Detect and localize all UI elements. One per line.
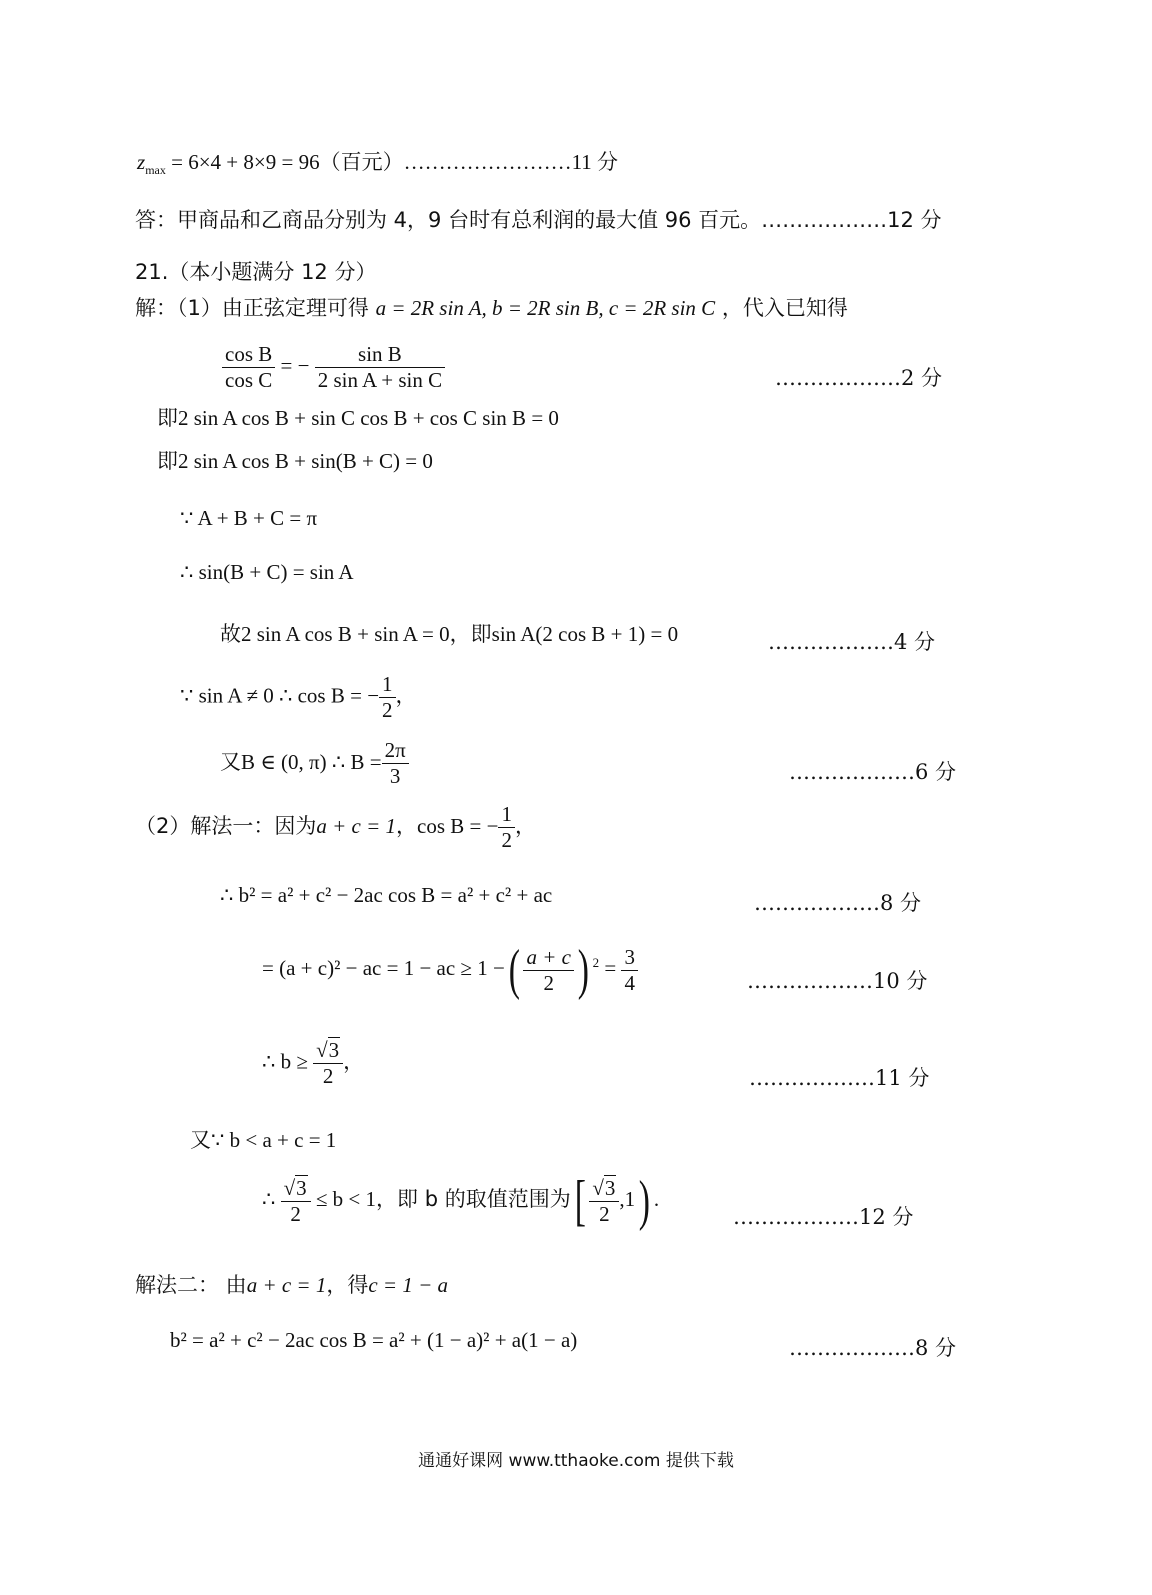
- fraction-sqrt3-2-c: $\frac{√3}{2}$: [589, 1178, 619, 1225]
- therefore-line: ∴ sin(B + C) = sin A: [180, 560, 354, 584]
- paren-left: (: [508, 939, 520, 1001]
- score-2: ………………2 分: [775, 366, 943, 390]
- zmax-expression: = 6×4 + 8×9 = 96: [165, 150, 320, 174]
- range-line: ∴ $\frac{√3}{2}$ ≤ b < 1，即 b 的取值范围为[ $\frac{√3}{2}$ ,1) .: [262, 1170, 660, 1232]
- score-6: ………………6 分: [789, 760, 957, 784]
- equation-2: 即2 sin A cos B + sin C cos B + cos C sin B = 0: [157, 406, 559, 430]
- score-11: ………………11 分: [749, 1066, 930, 1090]
- fraction-cosB-cosC: $\frac{\text{cos B}}{\text{cos C}}$: [222, 344, 275, 391]
- paren-right-range: ): [638, 1170, 651, 1232]
- fraction-sinB: $\frac{\text{sin B}}{\text{2 sin A + sin C}}$: [315, 344, 445, 391]
- cosB-line: ∵ sin A ≠ 0 ∴ cos B = − $\frac{1}{2}$ ，: [180, 672, 417, 722]
- solution-intro-tail: ，代入已知得: [721, 296, 848, 320]
- sine-law-expression: a = 2R sin A, b = 2R sin B, c = 2R sin C: [375, 296, 716, 320]
- zmax-symbol: z: [137, 150, 146, 174]
- B-value-line: 又B ∈ (0, π) ∴ B = $\frac{2\pi}{3}$: [220, 740, 409, 787]
- fraction-a-plus-c-over-2: $\frac{a + c}{2}$: [523, 947, 574, 994]
- solution-intro-text: 解：（1）由正弦定理可得: [135, 296, 369, 320]
- answer-line: 答：甲商品和乙商品分别为 4，9 台时有总利润的最大值 96 百元。………………12 分: [135, 208, 942, 232]
- sqrt-icon: √: [592, 1175, 604, 1200]
- score-10: ………………10 分: [747, 969, 928, 993]
- zmax-subscript: max: [145, 163, 166, 178]
- footer-source: 通通好课网 www.tthaoke.com 提供下载: [418, 1451, 734, 1471]
- b-squared-line: ∴ b² = a² + c² − 2ac cos B = a² + c² + ac: [220, 883, 553, 907]
- method-2-intro: 解法二： 由a + c = 1，得c = 1 − a: [135, 1273, 449, 1297]
- score-4: ………………4 分: [768, 630, 936, 654]
- fraction-sqrt3-2: $\frac{√3}{2}$: [313, 1040, 343, 1087]
- part-2-intro: （2）解法一：因为a + c = 1，cos B = − $\frac{1}{2}$ ，: [135, 802, 536, 852]
- fraction-2pi-3: $\frac{2\pi}{3}$: [382, 740, 409, 787]
- fraction-3-4: $\frac{3}{4}$: [621, 947, 638, 994]
- fraction-half: $\frac{1}{2}$: [379, 674, 396, 721]
- b-lt-line: 又∵ b < a + c = 1: [190, 1128, 337, 1152]
- sqrt-icon: √: [283, 1175, 296, 1200]
- paren-right: ): [577, 939, 589, 1001]
- method-2-b-squared: b² = a² + c² − 2ac cos B = a² + (1 − a)² + a(1 − a): [170, 1328, 578, 1352]
- zmax-score: ……………………11 分: [403, 150, 619, 174]
- bracket-left: [: [574, 1170, 586, 1232]
- question-21-header: 21.（本小题满分 12 分）: [135, 260, 377, 284]
- fraction-sqrt3-2-b: $\frac{√3}{2}$: [281, 1178, 311, 1225]
- zmax-line: [137, 152, 618, 176]
- b-ge-line: ∴ b ≥ $\frac{√3}{2}$ ，: [262, 1038, 365, 1088]
- sqrt-icon: √: [316, 1038, 328, 1062]
- zmax-unit: （百元）: [319, 150, 404, 174]
- score-12: ………………12 分: [733, 1205, 914, 1229]
- score-8: ………………8 分: [754, 891, 922, 915]
- score-8-method2: ………………8 分: [789, 1336, 957, 1360]
- equation-3: 即2 sin A cos B + sin(B + C) = 0: [157, 449, 433, 473]
- equation-1: $\frac{\text{cos B}}{\text{cos C}}$ = − $\frac{\text{sin B}}{\text{2 sin A + sin C}}$: [222, 344, 445, 391]
- inequality-line: = (a + c)² − ac = 1 − ac ≥ 1 −( $\frac{a + c}{2}$ ) $^2$ = $\frac{3}{4}$: [262, 945, 638, 995]
- fraction-half-2: $\frac{1}{2}$: [498, 804, 515, 851]
- because-line: ∵ A + B + C = π: [180, 506, 318, 530]
- equation-4: 故2 sin A cos B + sin A = 0，即sin A(2 cos B + 1) = 0: [220, 622, 679, 646]
- solution-intro: [135, 298, 848, 319]
